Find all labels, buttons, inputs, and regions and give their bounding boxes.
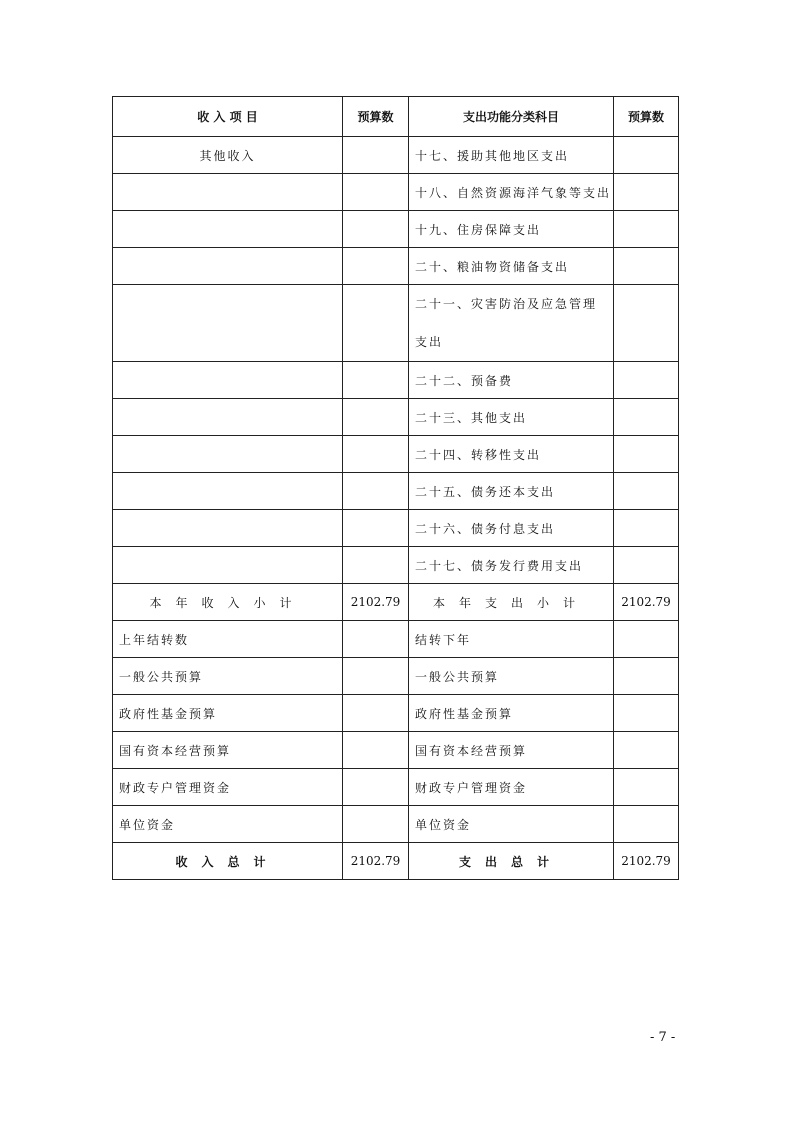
- expense-value-cell: [614, 362, 679, 399]
- expense-carryover-item-value: [614, 658, 679, 695]
- income-value-cell: [343, 285, 409, 362]
- expense-carryover-item: 国有资本经营预算: [409, 732, 614, 769]
- expense-subtotal-value: 2102.79: [614, 584, 679, 621]
- expense-value-cell: [614, 211, 679, 248]
- income-value-cell: [343, 436, 409, 473]
- expense-cell: 二十一、灾害防治及应急管理支出: [409, 285, 614, 362]
- expense-value-cell: [614, 399, 679, 436]
- income-carryover-item: 单位资金: [113, 806, 343, 843]
- table-row: [113, 436, 679, 473]
- table-row: [113, 174, 679, 211]
- expense-cell: 十九、住房保障支出: [409, 211, 614, 248]
- income-value-cell: [343, 137, 409, 174]
- expense-carryover-item-value: [614, 806, 679, 843]
- expense-cell: 十七、援助其他地区支出: [409, 137, 614, 174]
- table-row: [113, 547, 679, 584]
- expense-cell: 二十七、债务发行费用支出: [409, 547, 614, 584]
- expense-carryover-item-value: [614, 769, 679, 806]
- page-number: - 7 -: [650, 1030, 676, 1045]
- income-cell: [113, 362, 343, 399]
- expense-carryover-item: 政府性基金预算: [409, 695, 614, 732]
- income-total-label: 收入总计: [113, 843, 343, 880]
- income-cell: [113, 473, 343, 510]
- expense-carryover-item: 财政专户管理资金: [409, 769, 614, 806]
- expense-value-cell: [614, 248, 679, 285]
- carryover-row: [113, 621, 679, 658]
- expense-value-cell: [614, 473, 679, 510]
- income-value-cell: [343, 362, 409, 399]
- table-row: [113, 211, 679, 248]
- header-expense-item: 支出功能分类科目: [409, 97, 614, 137]
- income-cell: [113, 211, 343, 248]
- expense-carryover-item-value: [614, 732, 679, 769]
- expense-subtotal-label: 本年支出小计: [409, 584, 614, 621]
- income-value-cell: [343, 399, 409, 436]
- income-cell: [113, 399, 343, 436]
- income-cell: [113, 510, 343, 547]
- expense-total-label: 支出总计: [409, 843, 614, 880]
- carryover-item-row: [113, 658, 679, 695]
- expense-cell: 十八、自然资源海洋气象等支出: [409, 174, 614, 211]
- income-carryover-item: 财政专户管理资金: [113, 769, 343, 806]
- income-value-cell: [343, 473, 409, 510]
- income-carryover-item: 政府性基金预算: [113, 695, 343, 732]
- income-cell: [113, 248, 343, 285]
- expense-value-cell: [614, 174, 679, 211]
- table-row: [113, 248, 679, 285]
- header-expense-budget: 预算数: [614, 97, 679, 137]
- income-total-value: 2102.79: [343, 843, 409, 880]
- table-row: [113, 473, 679, 510]
- income-value-cell: [343, 248, 409, 285]
- income-value-cell: [343, 547, 409, 584]
- carryover-item-row: [113, 769, 679, 806]
- table-header-row: [113, 97, 679, 137]
- subtotal-row: [113, 584, 679, 621]
- income-carryover-item-value: [343, 806, 409, 843]
- carryover-item-row: [113, 806, 679, 843]
- table-row: [113, 510, 679, 547]
- income-carryover-item-value: [343, 695, 409, 732]
- income-cell: 其他收入: [113, 137, 343, 174]
- expense-cell: 二十二、预备费: [409, 362, 614, 399]
- income-carryover-value: [343, 621, 409, 658]
- income-subtotal-value: 2102.79: [343, 584, 409, 621]
- expense-carryover-item: 单位资金: [409, 806, 614, 843]
- income-cell: [113, 285, 343, 362]
- income-value-cell: [343, 510, 409, 547]
- expense-value-cell: [614, 547, 679, 584]
- income-carryover-item-value: [343, 732, 409, 769]
- income-carryover-item-value: [343, 658, 409, 695]
- expense-carryover-item-value: [614, 695, 679, 732]
- expense-value-cell: [614, 285, 679, 362]
- income-value-cell: [343, 211, 409, 248]
- income-cell: [113, 174, 343, 211]
- expense-value-cell: [614, 436, 679, 473]
- expense-cell: 二十六、债务付息支出: [409, 510, 614, 547]
- expense-value-cell: [614, 137, 679, 174]
- carryover-item-row: [113, 732, 679, 769]
- income-value-cell: [343, 174, 409, 211]
- expense-carryover-value: [614, 621, 679, 658]
- carryover-item-row: [113, 695, 679, 732]
- budget-table: [112, 96, 679, 880]
- expense-cell: 二十四、转移性支出: [409, 436, 614, 473]
- expense-cell: 二十三、其他支出: [409, 399, 614, 436]
- expense-cell: 二十五、债务还本支出: [409, 473, 614, 510]
- income-subtotal-label: 本年收入小计: [113, 584, 343, 621]
- income-cell: [113, 547, 343, 584]
- total-row: [113, 843, 679, 880]
- income-carryover-item: 国有资本经营预算: [113, 732, 343, 769]
- income-carryover-item: 一般公共预算: [113, 658, 343, 695]
- expense-total-value: 2102.79: [614, 843, 679, 880]
- expense-carryover-item: 一般公共预算: [409, 658, 614, 695]
- table-row: [113, 362, 679, 399]
- income-carryover-label: 上年结转数: [113, 621, 343, 658]
- expense-carryover-label: 结转下年: [409, 621, 614, 658]
- income-cell: [113, 436, 343, 473]
- income-carryover-item-value: [343, 769, 409, 806]
- table-row: [113, 137, 679, 174]
- table-row: [113, 399, 679, 436]
- expense-cell: 二十、粮油物资储备支出: [409, 248, 614, 285]
- expense-value-cell: [614, 510, 679, 547]
- header-income-budget: 预算数: [343, 97, 409, 137]
- table-row: [113, 285, 679, 362]
- header-income-item: 收 入 项 目: [113, 97, 343, 137]
